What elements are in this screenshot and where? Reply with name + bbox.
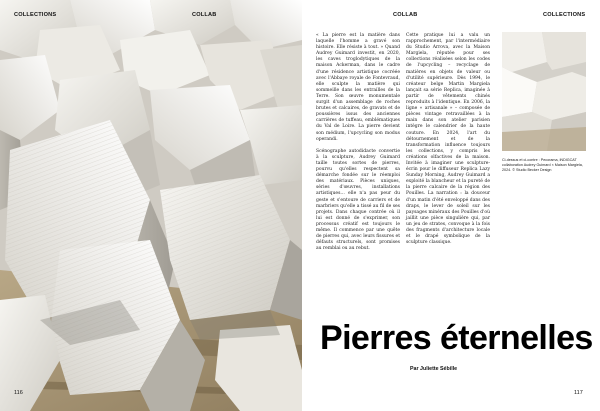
article-title: Pierres éternelles bbox=[320, 319, 593, 357]
col1-paragraph-1: « La pierre est la matière dans laquelle l'homme a gravé son histoire. Elle résiste à tout. » Quand Audrey Guimard investit, en 2020, les caves troglodytiques de la maison Ackerman, dans le cadre d'une résidence artistique cocréée avec l'Abbaye royale de Fontevraud, elle sculpte la matière qui sommeille dans les entrailles de la Terre. Son œuvre monumentale surgit d'un assemblage de roches brutes et calcaires, de gravats et de poussières issus des anciennes carrières de tuffeau, emblématiques du Val de Loire. La pierre devient son médium, l'upcycling son modus operandi. bbox=[316, 33, 400, 142]
col2-paragraph-1: Cette pratique lui a valu un rapprochement, par l'intermédiaire du Studio Arrova, avec la Maison Margiela, réputée pour ses collections réalisées selon les codes de l'upcycling – recyclage de matières en objets de valeur ou d'utilité supérieure. Dès 1994, le créateur belge Martin Margiela lançait sa série Replica, imaginée à partir de vêtements chinés reproduits à l'identique. En 2006, la ligne « artisanale » – composée de pièces vintage retravaillées à la main dans son atelier parisien intègre le calendrier de la haute couture. En 2024, l'art du détournement et de la transformation influence toujours les collections, y compris les créations olfactives de la maison. Invitée à imaginer une sculpture-écrin pour le diffuseur Replica Lazy Sunday Morning, Audrey Guimard a exploité la blancheur et la pureté de la pierre calcaire de la région des Pouilles. La narration : la douceur d'un matin d'été enveloppé dans des draps, le lever de soleil sur les paysages minéraux des Pouilles d'où jaillit une pièce singulière qui, par un jeu de strates, convoque à la fois des fragments d'architecture locale et le drapé symbolique de la sculpture classique. bbox=[406, 33, 490, 246]
article-column-2 bbox=[406, 33, 490, 252]
left-page-number: 116 bbox=[14, 390, 23, 396]
right-page-number: 117 bbox=[574, 390, 583, 396]
detail-photo bbox=[502, 32, 586, 151]
photo-caption: Ci-dessus et ci-contre : Pecorama, iNDIGCAT collaboration Audrey Guimard × Maison Margiela, 2024. © Studio Becker Design bbox=[502, 158, 583, 173]
article-column-1 bbox=[316, 33, 400, 258]
article-byline: Par Juliette Sébille bbox=[410, 366, 458, 372]
stone-detail-photo bbox=[502, 32, 586, 151]
right-brand-label: COLLAB bbox=[393, 12, 418, 18]
col1-paragraph-2: Scénographe autodidacte convertie à la sculpture, Audrey Guimard taille toutes sortes de pierres, pourvu qu'elles respectent sa démarche fondée sur le réemploi des matériaux. Pièces uniques, séries d'œuvres, installations artistiques… elle n'a pas peur du geste et s'entoure de carriers et de marbriers qu'elle a tissé au fil de ses projets. Dans chaque contrée où il lui est donné de s'exprimer, son processus créatif est toujours le même. Il commence par une quête de pierres qui, avec leurs fissures et défauts structurels, sont promises au remblai ou au rebut. bbox=[316, 148, 400, 252]
right-section-label: COLLECTIONS bbox=[543, 12, 586, 18]
left-brand-label: COLLAB bbox=[192, 12, 217, 18]
left-section-label: COLLECTIONS bbox=[14, 12, 57, 18]
